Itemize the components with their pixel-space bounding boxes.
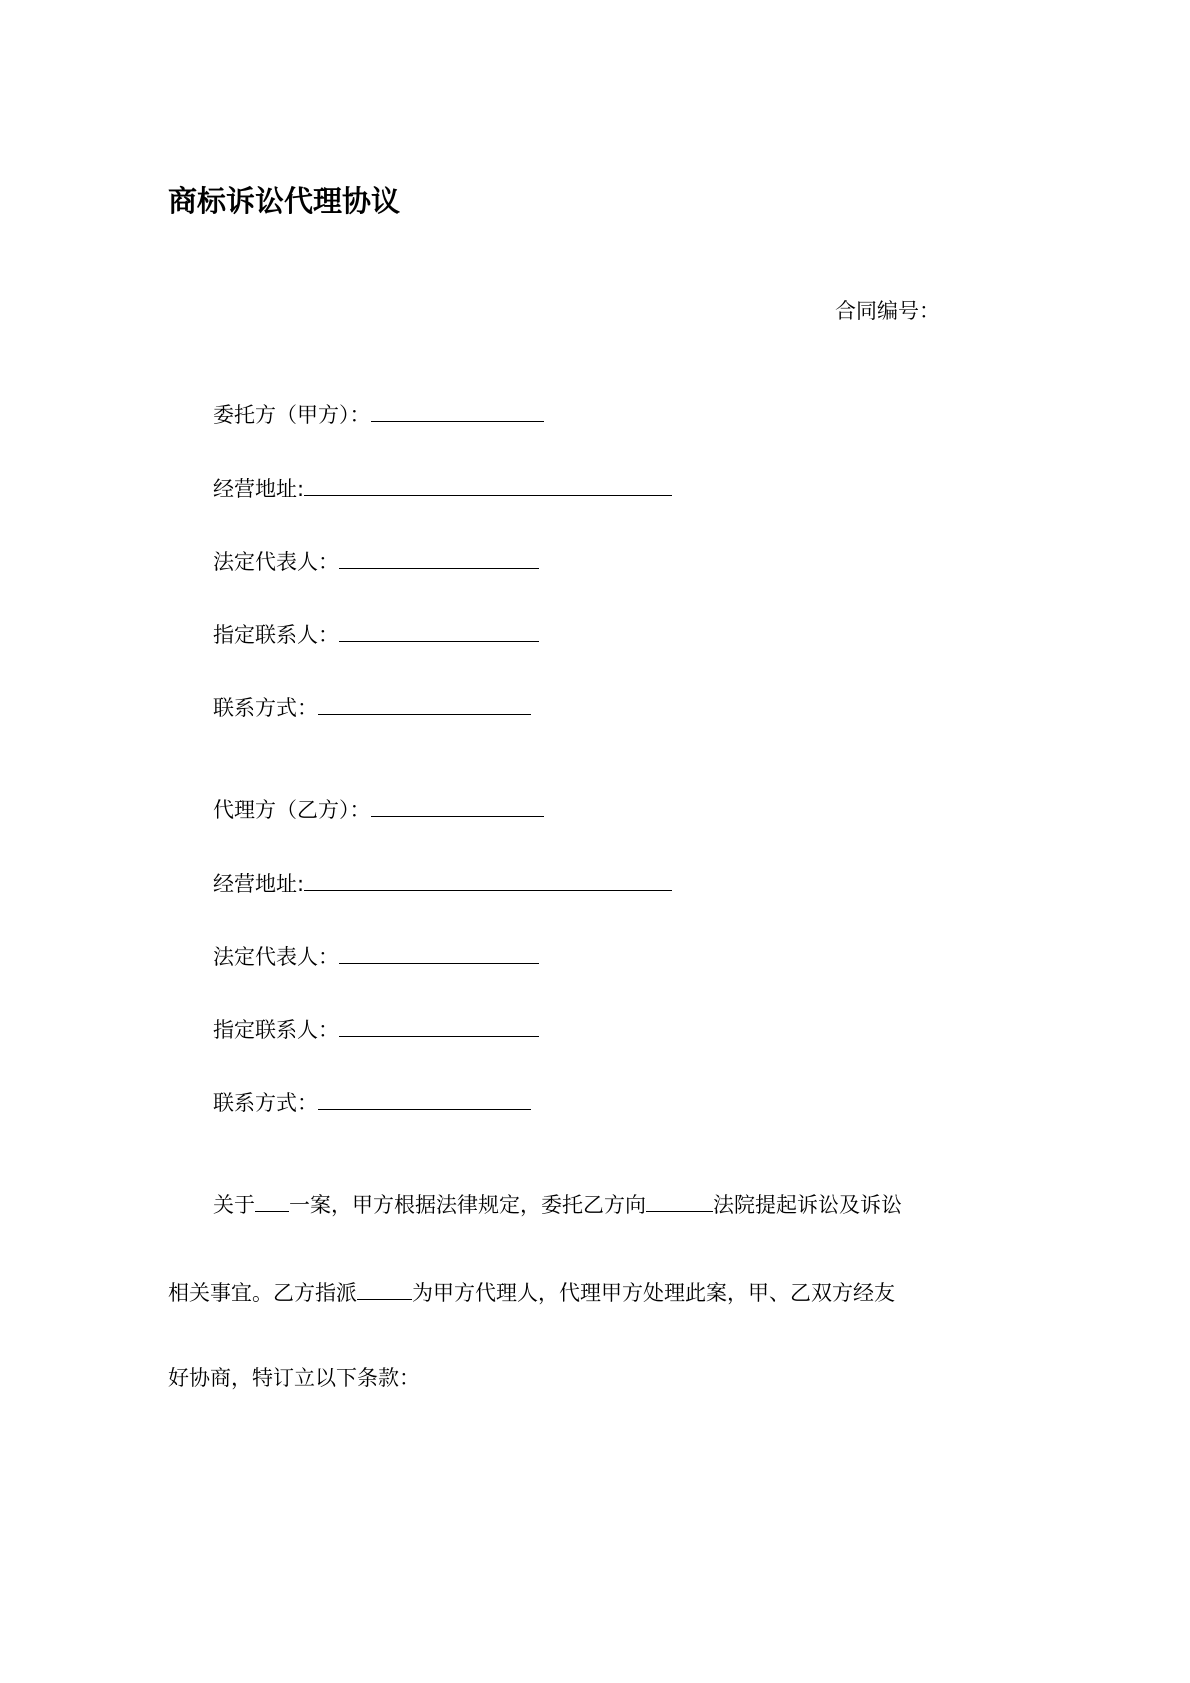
party-a-address-blank[interactable]	[304, 473, 672, 496]
party-a-name-field	[213, 399, 544, 429]
preamble-line-2	[168, 1277, 895, 1307]
party-a-address-label: 经营地址:	[213, 477, 305, 501]
party-a-name-blank[interactable]	[371, 399, 544, 422]
party-a-contact-person-blank[interactable]	[339, 619, 539, 642]
party-a-legal-rep-field	[213, 546, 539, 576]
party-a-contact-method-field	[213, 692, 531, 722]
party-b-contact-method-label: 联系方式：	[213, 1091, 318, 1115]
party-a-contact-person-field	[213, 619, 539, 649]
party-a-legal-rep-blank[interactable]	[339, 546, 539, 569]
party-b-contact-method-field	[213, 1087, 531, 1117]
preamble-line-3: 好协商，特订立以下条款：	[168, 1366, 420, 1390]
party-b-contact-person-blank[interactable]	[339, 1014, 539, 1037]
party-b-legal-rep-field	[213, 941, 539, 971]
party-a-legal-rep-label: 法定代表人：	[213, 550, 339, 574]
preamble-text: 相关事宜。乙方指派	[168, 1281, 357, 1305]
party-b-legal-rep-blank[interactable]	[339, 941, 539, 964]
party-b-legal-rep-label: 法定代表人：	[213, 945, 339, 969]
party-a-contact-person-label: 指定联系人：	[213, 623, 339, 647]
case-name-blank[interactable]	[255, 1189, 289, 1212]
party-b-name-field	[213, 794, 544, 824]
agent-name-blank[interactable]	[357, 1277, 412, 1300]
preamble-line-1	[213, 1189, 902, 1219]
party-b-address-field	[213, 868, 672, 898]
court-name-blank[interactable]	[646, 1189, 713, 1212]
party-a-contact-method-label: 联系方式：	[213, 696, 318, 720]
party-b-name-label: 代理方（乙方）：	[213, 798, 371, 822]
preamble-text: 关于	[213, 1193, 255, 1217]
party-a-name-label: 委托方（甲方）：	[213, 403, 371, 427]
party-b-address-blank[interactable]	[304, 868, 672, 891]
preamble-text: 一案，甲方根据法律规定，委托乙方向	[289, 1193, 646, 1217]
party-b-contact-method-blank[interactable]	[318, 1087, 531, 1110]
preamble-text: 为甲方代理人，代理甲方处理此案，甲、乙双方经友	[412, 1281, 895, 1305]
party-b-contact-person-label: 指定联系人：	[213, 1018, 339, 1042]
party-b-address-label: 经营地址:	[213, 872, 305, 896]
contract-number-label: 合同编号：	[835, 299, 940, 323]
party-b-name-blank[interactable]	[371, 794, 544, 817]
party-a-address-field	[213, 473, 672, 503]
party-a-contact-method-blank[interactable]	[318, 692, 531, 715]
document-title: 商标诉讼代理协议	[168, 184, 401, 218]
party-b-contact-person-field	[213, 1014, 539, 1044]
preamble-text: 法院提起诉讼及诉讼	[713, 1193, 902, 1217]
